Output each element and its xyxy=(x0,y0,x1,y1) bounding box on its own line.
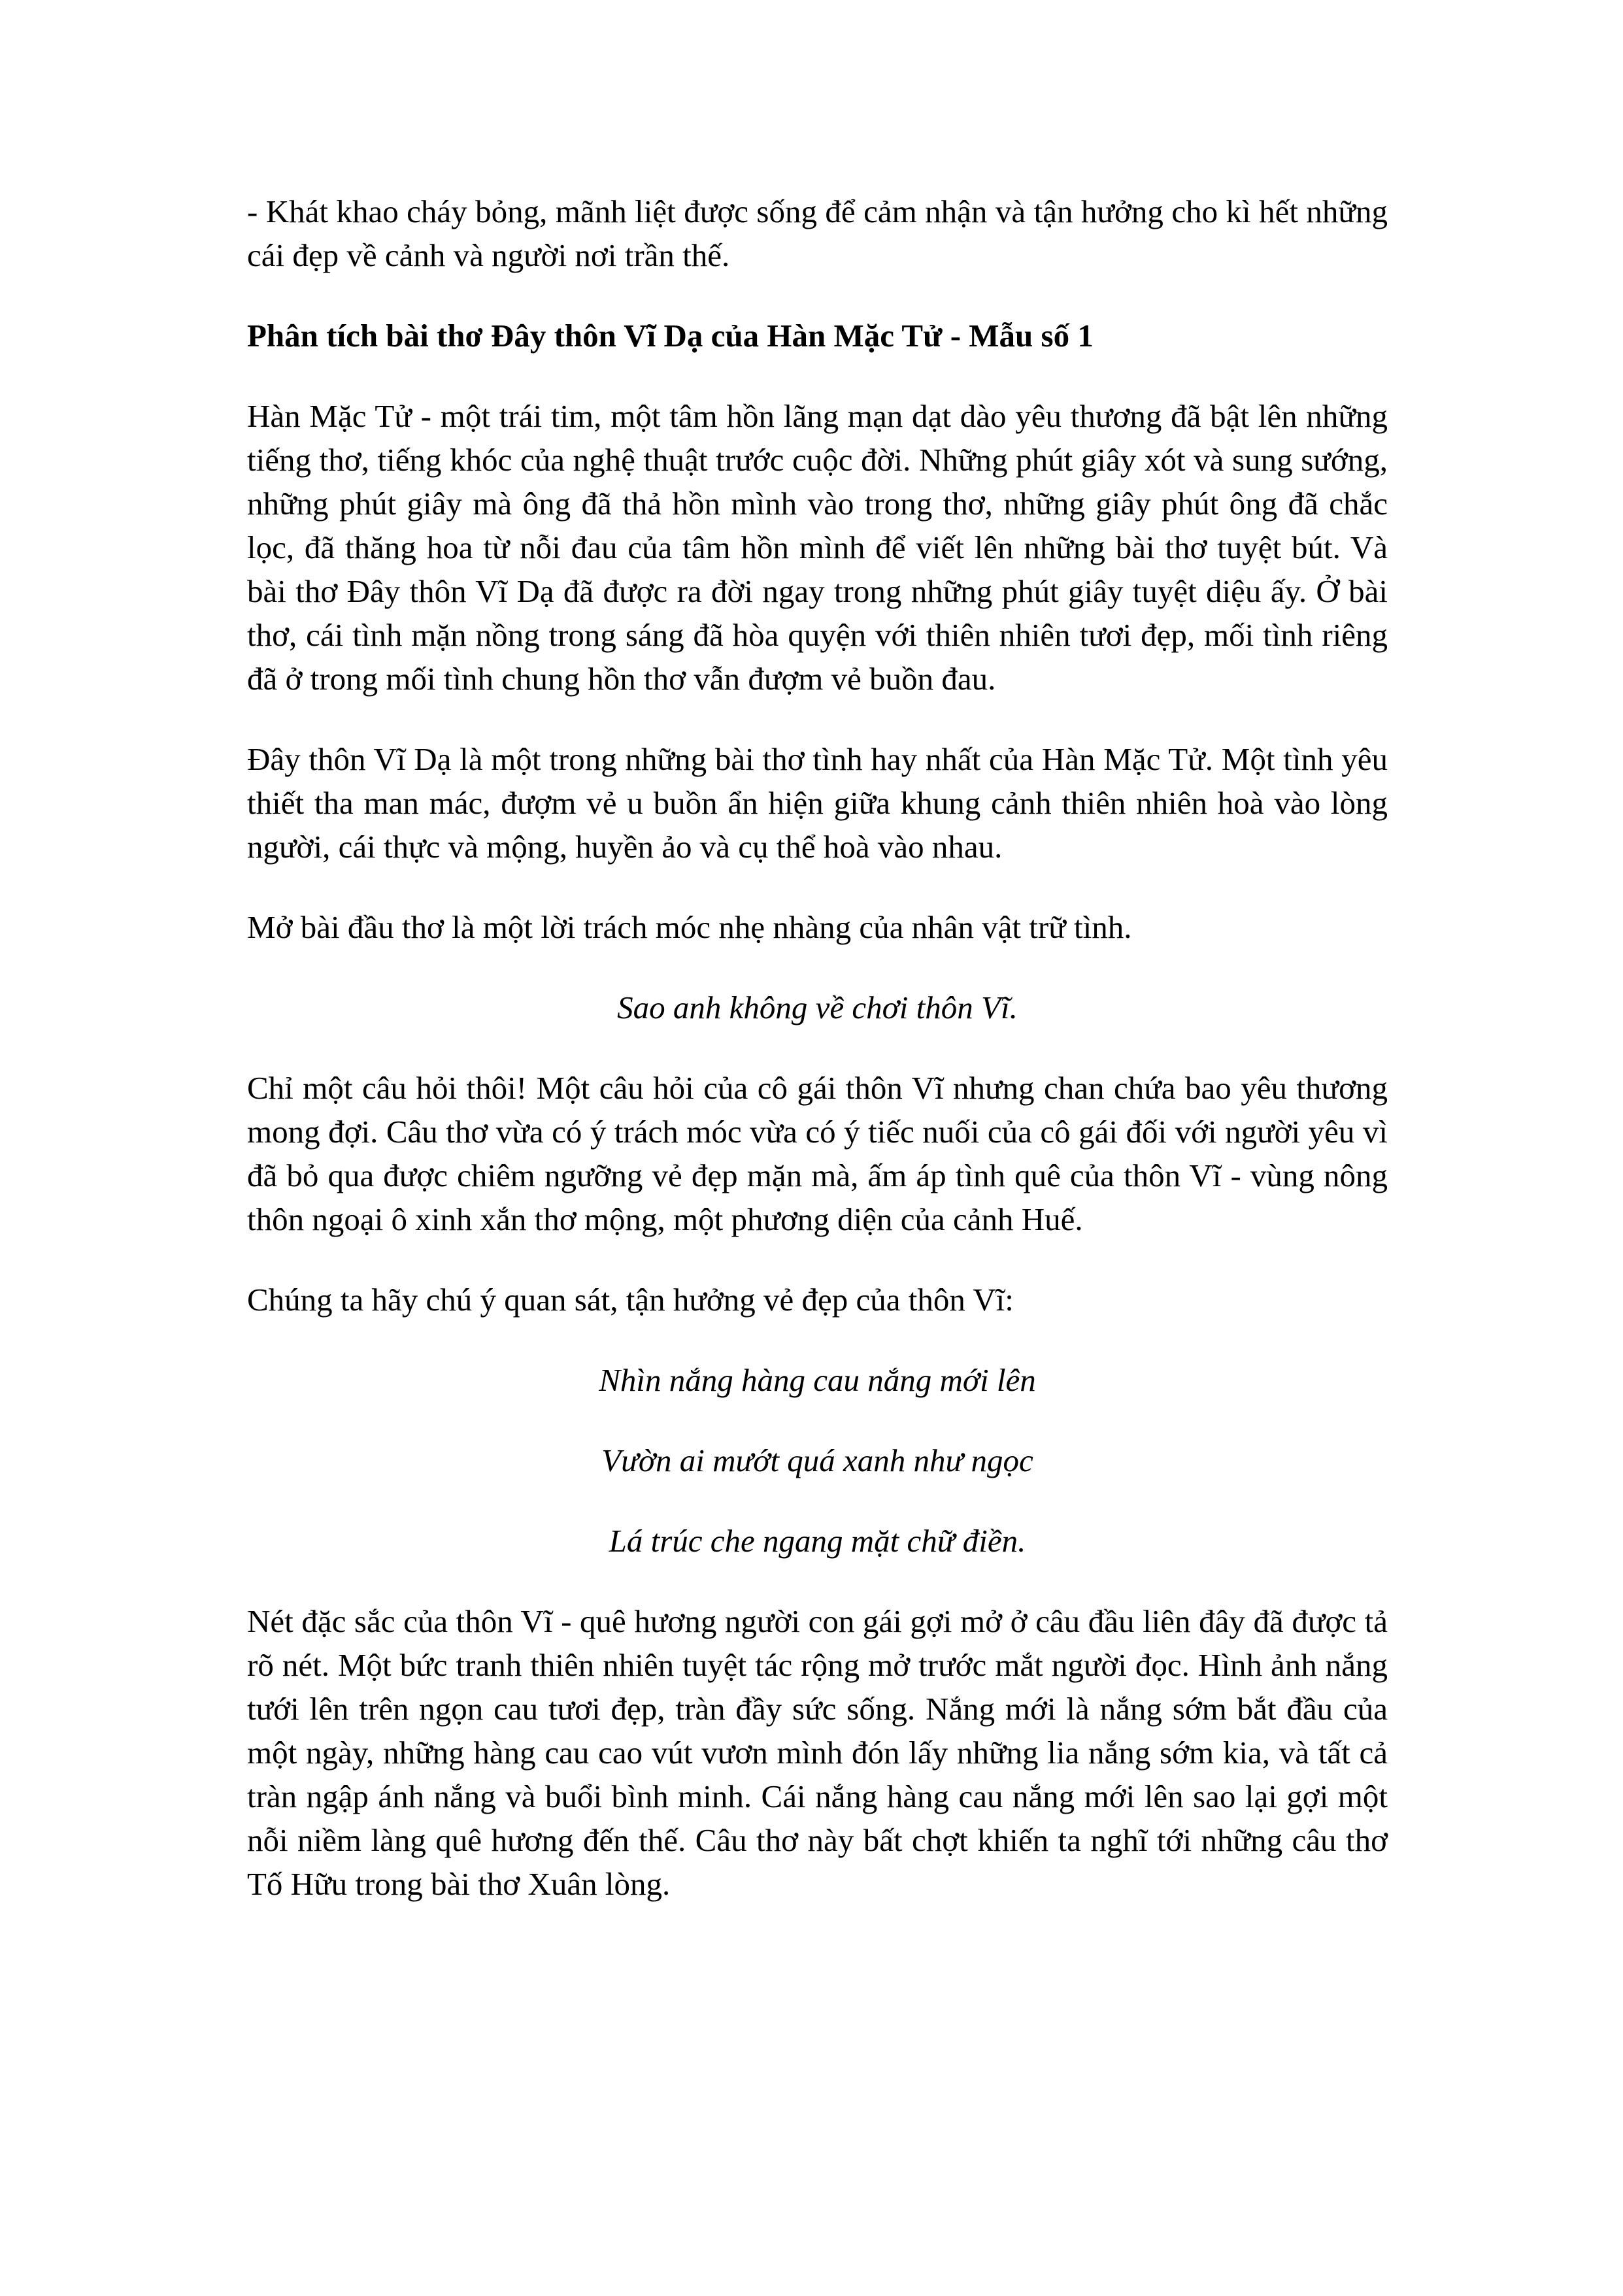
intro-bullet: - Khát khao cháy bỏng, mãnh liệt được sống để cảm nhận và tận hưởng cho kì hết những cái đẹp về cảnh và người nơi trần thế. xyxy=(247,193,1388,273)
document-body xyxy=(247,190,1388,1906)
verse-line-3: Vườn ai mướt quá xanh như ngọc xyxy=(601,1442,1033,1478)
verse-line-1: Sao anh không về chơi thôn Vĩ. xyxy=(617,990,1018,1025)
verse-line-4: Lá trúc che ngang mặt chữ điền. xyxy=(609,1523,1026,1559)
paragraph-4: Chỉ một câu hỏi thôi! Một câu hỏi của cô gái thôn Vĩ nhưng chan chứa bao yêu thương mong đợi. Câu thơ vừa có ý trách móc vừa có ý tiếc nuối của cô gái đối với người yêu vì đã bỏ qua được chiêm ngưỡng vẻ đẹp mặn mà, ấm áp tình quê của thôn Vĩ - vùng nông thôn ngoại ô xinh xắn thơ mộng, một phương diện của cảnh Huế. xyxy=(247,1070,1388,1237)
paragraph-6: Nét đặc sắc của thôn Vĩ - quê hương người con gái gợi mở ở câu đầu liên đây đã được tả rõ nét. Một bức tranh thiên nhiên tuyệt tác rộng mở trước mắt người đọc. Hình ảnh nắng tưới lên trên ngọn cau tươi đẹp, tràn đầy sức sống. Nắng mới là nắng sớm bắt đầu của một ngày, những hàng cau cao vút vươn mình đón lấy những lia nắng sớm kia, và tất cả tràn ngập ánh nắng và buổi bình minh. Cái nắng hàng cau nắng mới lên sao lại gợi một nỗi niềm làng quê hương đến thế. Câu thơ này bất chợt khiến ta nghĩ tới những câu thơ Tố Hữu trong bài thơ Xuân lòng. xyxy=(247,1603,1388,1902)
paragraph-1: Hàn Mặc Tử - một trái tim, một tâm hồn lãng mạn dạt dào yêu thương đã bật lên những tiếng thơ, tiếng khóc của nghệ thuật trước cuộc đời. Những phút giây xót và sung sướng, những phút giây mà ông đã thả hồn mình vào trong thơ, những giây phút ông đã chắc lọc, đã thăng hoa từ nỗi đau của tâm hồn mình để viết lên những bài thơ tuyệt bút. Và bài thơ Đây thôn Vĩ Dạ đã được ra đời ngay trong những phút giây tuyệt diệu ấy. Ở bài thơ, cái tình mặn nồng trong sáng đã hòa quyện với thiên nhiên tươi đẹp, mối tình riêng đã ở trong mối tình chung hồn thơ vẫn đượm vẻ buồn đau. xyxy=(247,398,1388,697)
verse-line-2: Nhìn nắng hàng cau nắng mới lên xyxy=(599,1362,1036,1398)
section-heading: Phân tích bài thơ Đây thôn Vĩ Dạ của Hàn Mặc Tử - Mẫu số 1 xyxy=(247,318,1094,354)
paragraph-5: Chúng ta hãy chú ý quan sát, tận hưởng vẻ đẹp của thôn Vĩ: xyxy=(247,1282,1014,1318)
paragraph-2: Đây thôn Vĩ Dạ là một trong những bài thơ tình hay nhất của Hàn Mặc Tử. Một tình yêu thiết tha man mác, đượm vẻ u buồn ẩn hiện giữa khung cảnh thiên nhiên hoà vào lòng người, cái thực và mộng, huyền ảo và cụ thể hoà vào nhau. xyxy=(247,741,1388,865)
paragraph-3: Mở bài đầu thơ là một lời trách móc nhẹ nhàng của nhân vật trữ tình. xyxy=(247,909,1132,945)
